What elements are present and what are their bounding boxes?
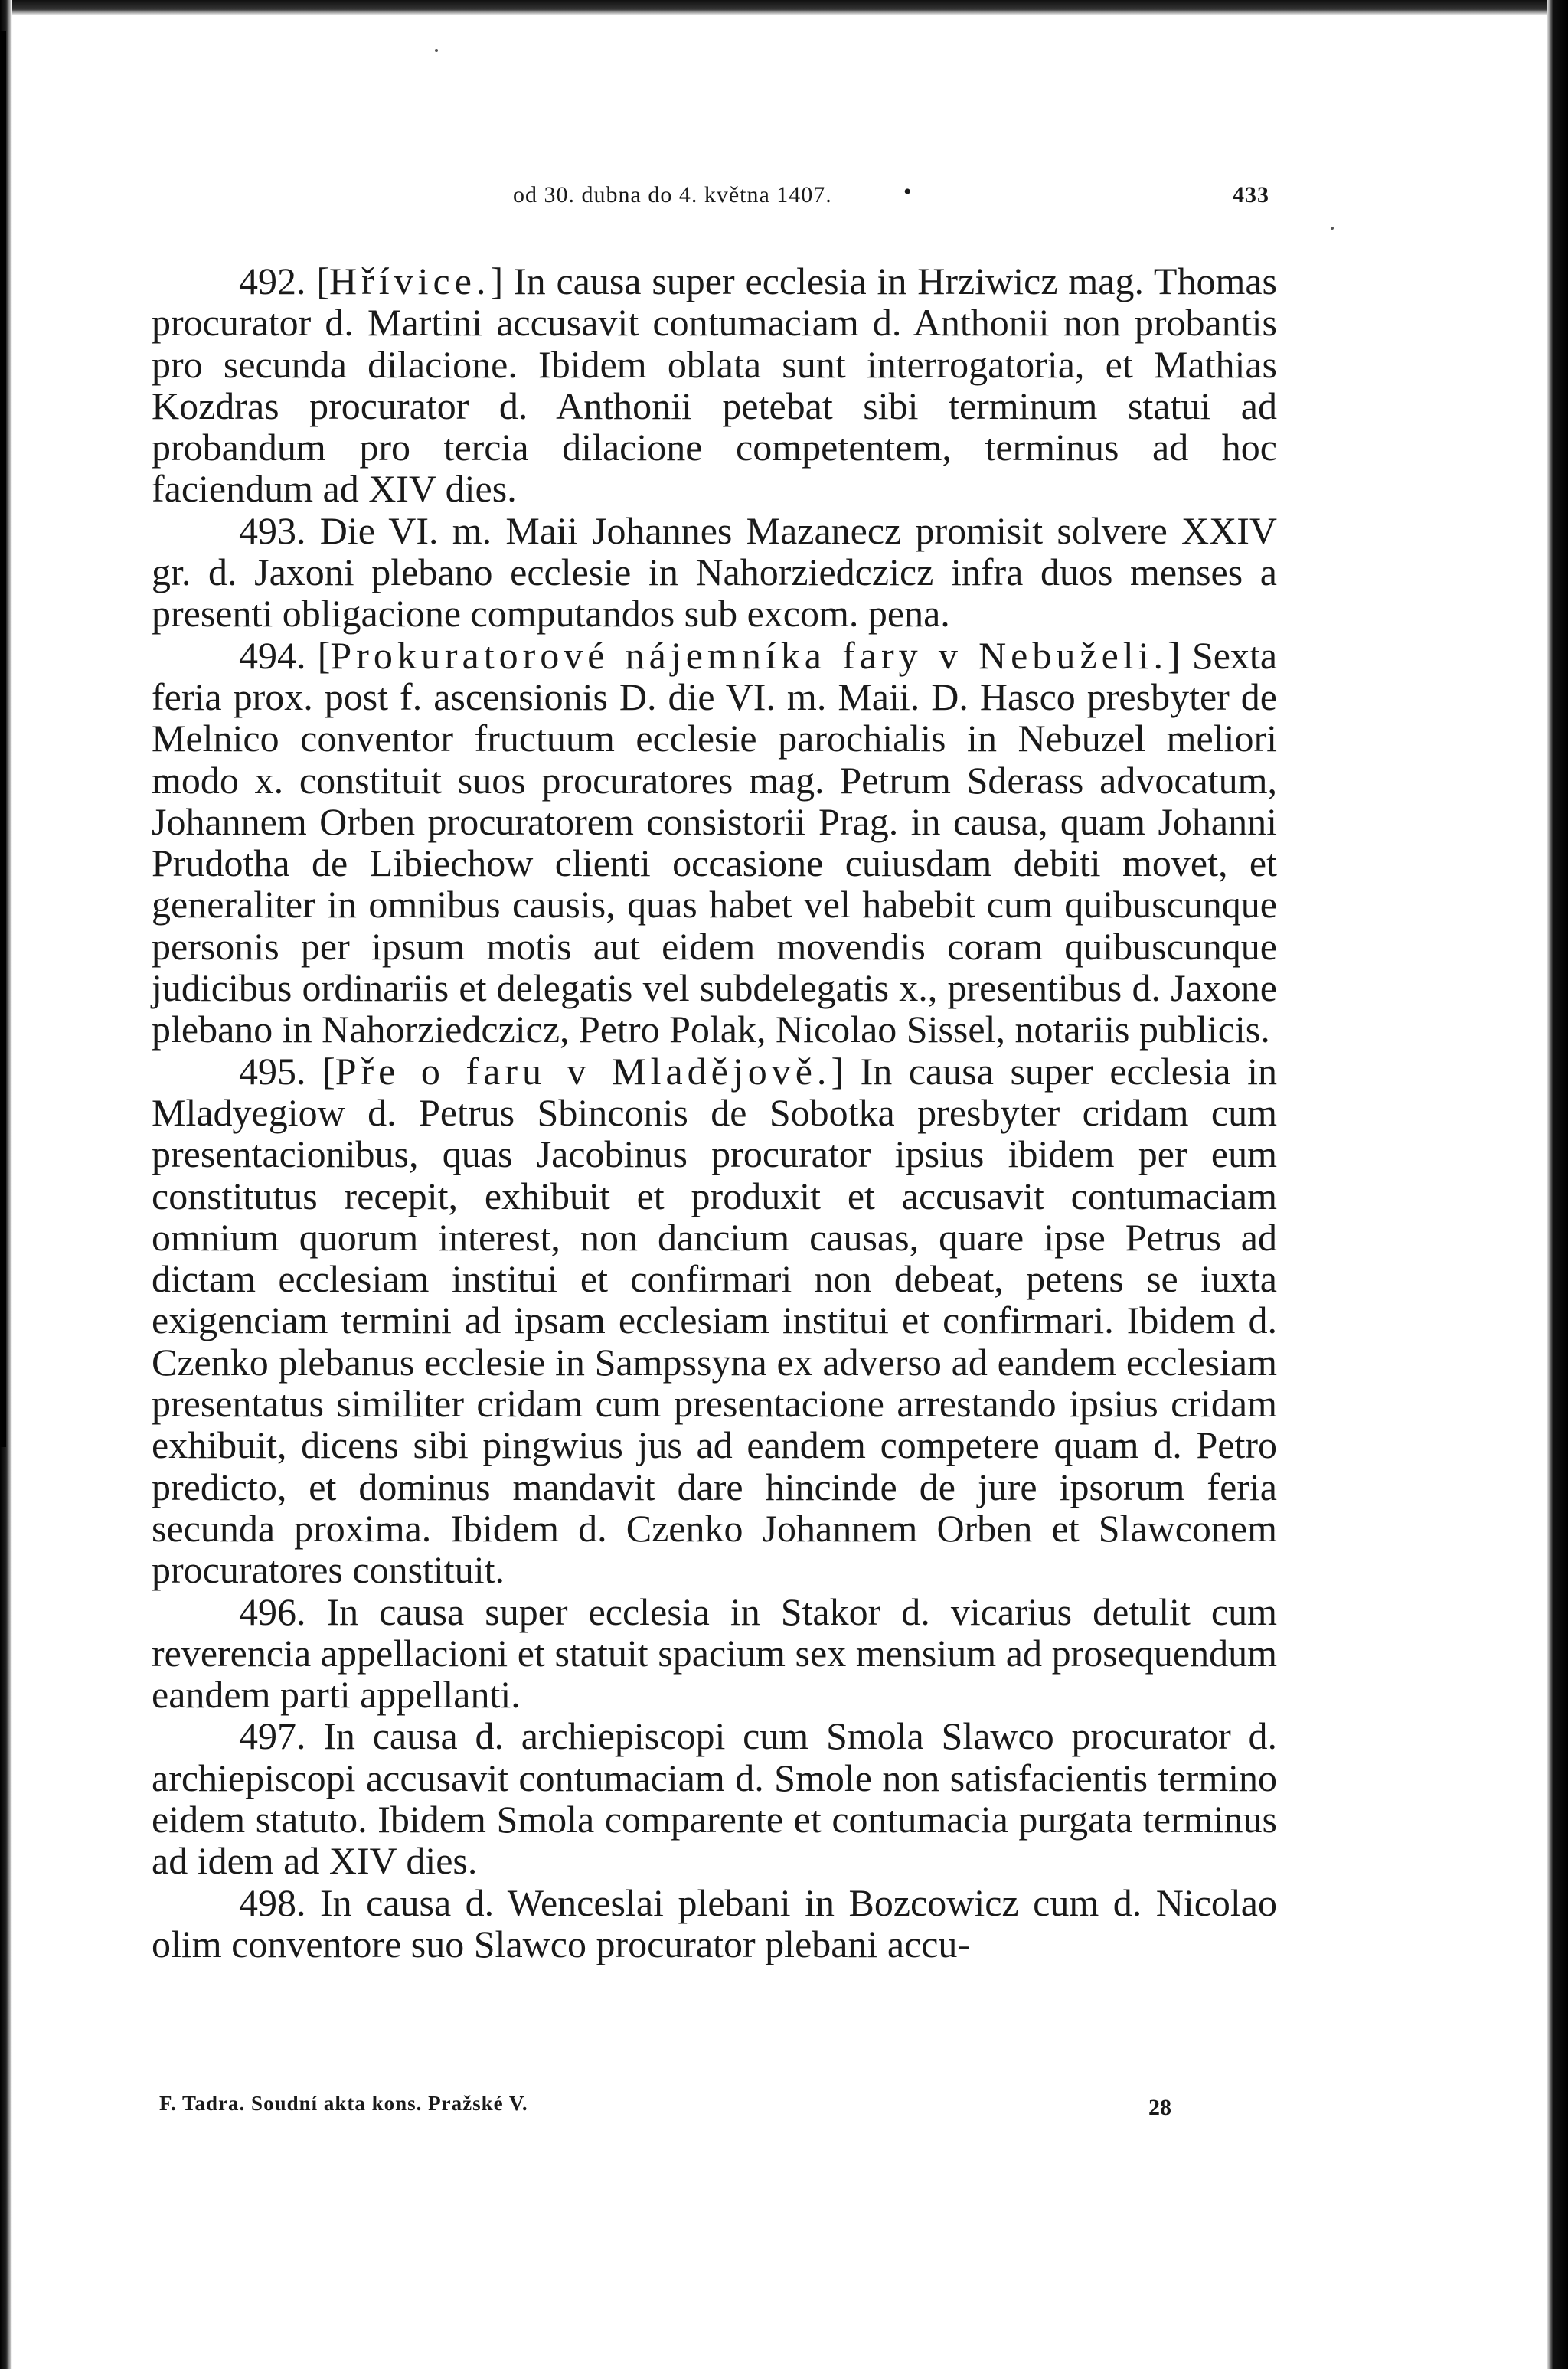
entry-496 (152, 1591, 1277, 1716)
scan-edge-top (0, 0, 1568, 15)
entry-497 (152, 1715, 1277, 1881)
entry-495 (152, 1051, 1277, 1591)
entry-text: ] In causa super ecclesia in Hrziwicz mag. Thomas procurator d. Martini accusavit contumaciam d. Anthonii non probantis pro secunda dilacione. Ibidem oblata sunt interrogatoria, et Mathias Kozdras procurator d. Anthonii petebat sibi terminum statui ad probandum pro tercia dilacione competentem, terminus ad hoc faciendum ad XIV dies. (152, 260, 1277, 511)
scan-speck (435, 49, 438, 52)
scan-speck (1331, 227, 1334, 230)
running-header (513, 179, 1279, 213)
entry-text: ] Sexta feria prox. post f. ascensionis D. die VI. m. Maii. D. Hasco presbyter de Melnico conventor fructuum ecclesie parochialis in Nebuzel meliori modo x. constituit suos procuratores mag. Petrum Sderass advocatum, Johannem Orben procuratorem consistorii Prag. in causa, quam Johanni Prudotha de Libiechow clienti occasione cuiusdam debiti movet, et generaliter in omnibus causis, quas habet vel habebit cum quibuscunque personis per ipsum motis aut eidem movendis coram quibuscunque judicibus ordinariis et delegatis vel subdelegatis x., presentibus d. Jaxone plebano in Nahorziedczicz, Petro Polak, Nicolao Sissel, notariis publicis. (152, 633, 1278, 1051)
entry-heading: Prokuratorové nájemníka fary v Nebuželi. (330, 633, 1168, 677)
entry-lead: 498. In causa d. Wenceslai plebani in Bozcowicz cum d. Nicolao olim conventore suo Slawco procurator plebani accu- (152, 1880, 1277, 1965)
footer-citation: F. Tadra. Soudní akta kons. Pražské V. (159, 2092, 528, 2115)
entry-498 (152, 1882, 1277, 1965)
signature-mark: 28 (1148, 2095, 1171, 2120)
entry-heading: Hřívice. (329, 260, 491, 302)
running-title: od 30. dubna do 4. května 1407. (513, 182, 832, 207)
entry-lead: 496. In causa super ecclesia in Stakor d. vicarius detulit cum reverencia appellacioni et statuit spacium sex mensium ad prosequendum eandem parti appellanti. (152, 1590, 1277, 1717)
entry-text: ] In causa super ecclesia in Mladyegiow d. Petrus Sbinconis de Sobotka presbyter cridam cum presentacionibus, quas Jacobinus procurator ipsius ibidem per eum constitutus recepit, exhibuit et produxit et accusavit contumaciam omnium quorum interest, non dancium causas, quare ipse Petrus ad dictam ecclesiam institui et confirmari non debeat, petens se iuxta exigenciam termini ad ipsam ecclesiam institui et confirmari. Ibidem d. Czenko plebanus ecclesie in Sampssyna ex adverso ad eandem ecclesiam presentatus similiter cridam cum presentacione arrestando ipsius cridam exhibuit, dicens sibi pingwius jus ad eandem competere quam d. Petro predicto, et dominus mandavit dare hincinde de jure ipsorum feria secunda proxima. Ibidem d. Czenko Johannem Orben et Slawconem procuratores constituit. (152, 1049, 1277, 1592)
entry-lead: 492. [ (239, 260, 330, 302)
body-text (152, 260, 1277, 1965)
entry-494 (152, 635, 1277, 1051)
entry-heading: Pře o faru v Mladějově. (335, 1049, 831, 1093)
page-footer (159, 2092, 1231, 2122)
entry-492 (152, 260, 1277, 510)
scan-edge-left-mark (0, 31, 6, 1447)
page-number: 433 (1233, 182, 1269, 207)
scan-edge-right (1547, 0, 1568, 2369)
entry-493 (152, 510, 1277, 635)
entry-lead: 497. In causa d. archiepiscopi cum Smola Slawco procurator d. archiepiscopi accusavit contumaciam d. Smole non satisfacientis termino eidem statuto. Ibidem Smola comparente et contumacia purgata terminus ad idem ad XIV dies. (152, 1714, 1277, 1883)
entry-lead: 494. [ (239, 633, 331, 677)
entry-lead: 495. [ (239, 1049, 335, 1093)
entry-lead: 493. Die VI. m. Maii Johannes Mazanecz promisit solvere XXIV gr. d. Jaxoni plebano ecclesie in Nahorziedczicz infra duos menses a presenti obligacione computandos sub excom. pena. (152, 508, 1277, 636)
header-dot: • (903, 179, 913, 204)
